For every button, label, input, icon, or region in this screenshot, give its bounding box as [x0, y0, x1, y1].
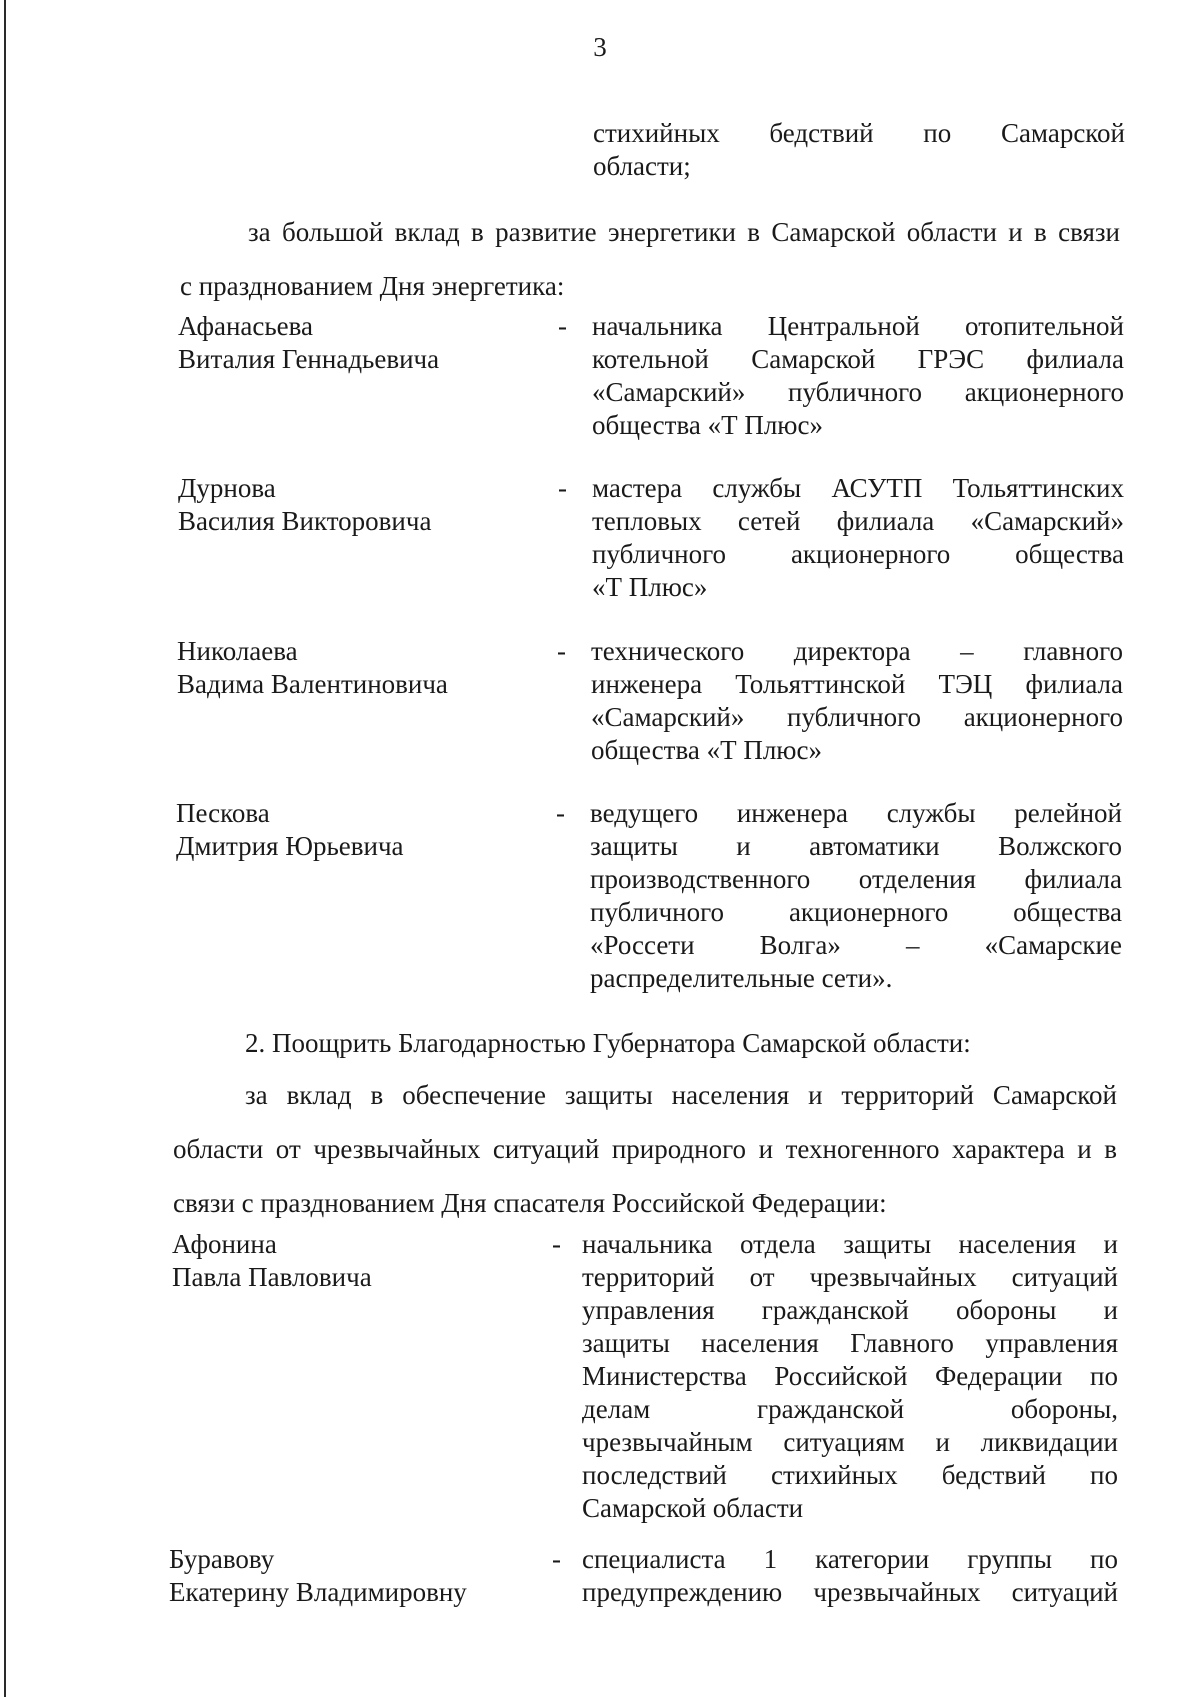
- person-name: Афонина Павла Павловича: [172, 1229, 372, 1292]
- person-name: Буравову Екатерину Владимировну: [169, 1544, 467, 1607]
- entry-dash: -: [556, 798, 565, 828]
- continuation-line: стихийных бедствий по Самарской: [593, 118, 1125, 148]
- position-description: специалиста 1 категории группы по предупреждению чрезвычайных ситуаций: [582, 1544, 1118, 1607]
- entry-dash: -: [552, 1544, 561, 1574]
- person-name: Пескова Дмитрия Юрьевича: [176, 798, 404, 861]
- scan-edge-line: [4, 0, 6, 1697]
- continuation-text: [593, 117, 1125, 183]
- section2-intro-line: области от чрезвычайных ситуаций природного и техногенного характера и в: [173, 1134, 1117, 1164]
- person-name: Николаева Вадима Валентиновича: [177, 636, 448, 699]
- position-description: начальника Центральной отопительной котельной Самарской ГРЭС филиала «Самарский» публичного акционерного общества «Т Плюс»: [592, 311, 1124, 440]
- person-name: Дурнова Василия Викторовича: [178, 473, 432, 536]
- person-name: Афанасьева Виталия Геннадьевича: [178, 311, 440, 374]
- continuation-line: области;: [593, 151, 691, 181]
- entry-dash: -: [558, 311, 567, 341]
- section2-intro-line: связи с празднованием Дня спасателя Российской Федерации:: [173, 1188, 887, 1218]
- section2-intro-line: за вклад в обеспечение защиты населения и территорий Самарской: [245, 1080, 1117, 1110]
- section2-heading: 2. Поощрить Благодарностью Губернатора Самарской области:: [245, 1028, 971, 1058]
- entry-dash: -: [557, 636, 566, 666]
- position-description: мастера службы АСУТП Тольяттинских тепловых сетей филиала «Самарский» публичного акционерного общества «Т Плюс»: [592, 473, 1124, 602]
- entry-dash: -: [558, 473, 567, 503]
- section1-intro-line: за большой вклад в развитие энергетики в Самарской области и в связи: [248, 217, 1120, 247]
- position-description: начальника отдела защиты населения и территорий от чрезвычайных ситуаций управления гражданской обороны и защиты населения Главного управления Министерства Российской Федерации по делам гражданской обороны, чрезвычайным ситуациям и ликвидации последствий стихийных бедствий по Самарской области: [582, 1229, 1118, 1523]
- position-description: технического директора – главного инженера Тольяттинской ТЭЦ филиала «Самарский» публичного акционерного общества «Т Плюс»: [591, 636, 1123, 765]
- position-description: ведущего инженера службы релейной защиты и автоматики Волжского производственного отделения филиала публичного акционерного общества «Россети Волга» – «Самарские распределительные сети».: [590, 798, 1122, 993]
- section1-intro-line: с празднованием Дня энергетика:: [180, 271, 565, 301]
- page-number: 3: [593, 32, 607, 62]
- entry-dash: -: [552, 1229, 561, 1259]
